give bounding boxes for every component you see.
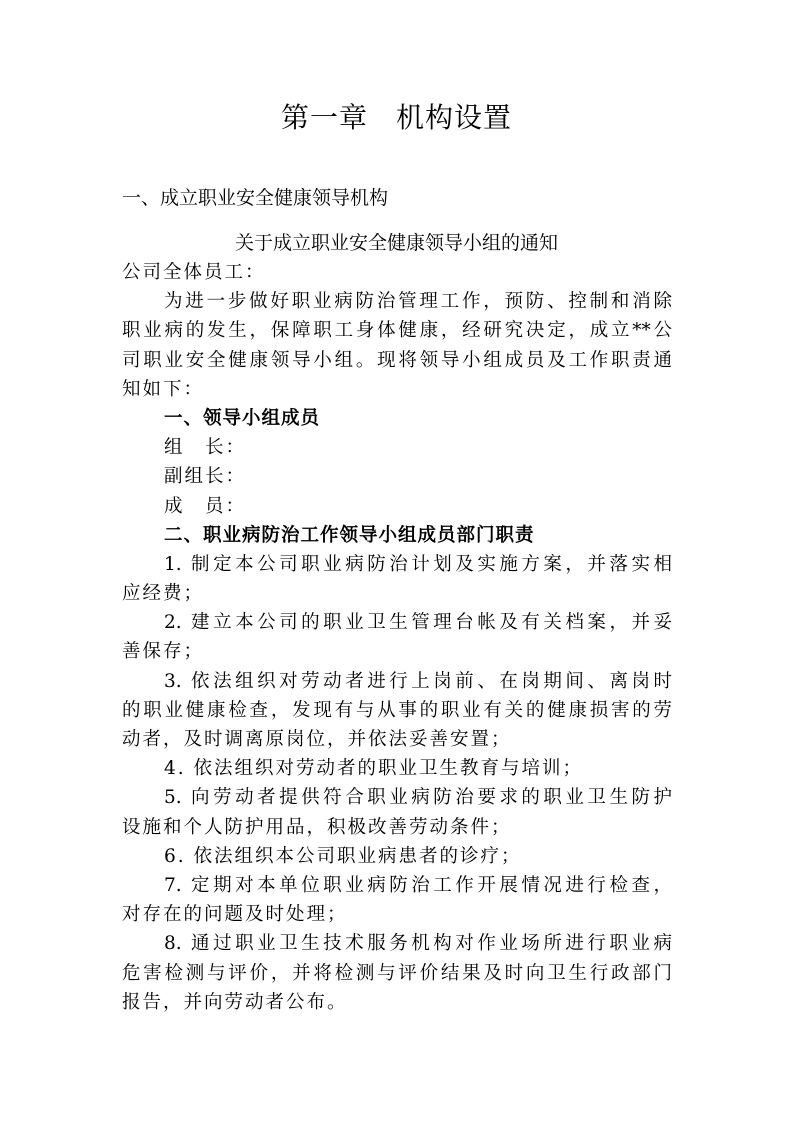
duty-item-line: 应经费； <box>122 583 205 605</box>
intro-line: 为进一步做好职业病防治管理工作，预防、控制和消除 <box>164 291 672 313</box>
duties-heading: 二、职业病防治工作领导小组成员部门职责 <box>164 524 535 546</box>
members-heading: 一、领导小组成员 <box>164 407 321 429</box>
duty-item-line: 7. 定期对本单位职业病防治工作开展情况进行检查， <box>164 874 672 896</box>
duty-item-line: 2. 建立本公司的职业卫生管理台帐及有关档案，并妥 <box>164 612 672 634</box>
intro-line: 知如下： <box>122 378 205 400</box>
duty-item-line: 动者，及时调离原岗位，并依法妥善安置； <box>122 729 512 750</box>
chapter-title <box>0 96 793 136</box>
duty-item-line: 危害检测与评价，并将检测与评价结果及时向卫生行政部门 <box>122 962 672 984</box>
duty-item-line: 4. 依法组织对劳动者的职业卫生教育与培训； <box>164 758 584 780</box>
notice-title: 关于成立职业安全健康领导小组的通知 <box>234 232 558 254</box>
chapter-name: 机构设置 <box>396 101 513 134</box>
deputy-leader-field: 副组长： <box>164 466 247 488</box>
section-heading: 一、成立职业安全健康领导机构 <box>122 187 389 209</box>
duty-item-line: 设施和个人防护用品，积极改善劳动条件； <box>122 816 512 838</box>
duty-item-line: 3. 依法组织对劳动者进行上岗前、在岗期间、离岗时 <box>164 670 672 692</box>
duty-item-line: 报告，并向劳动者公布。 <box>122 991 348 1013</box>
duty-item-line: 善保存； <box>122 641 205 663</box>
leader-field: 组 长： <box>164 437 247 459</box>
intro-line: 职业病的发生，保障职工身体健康，经研究决定，成立**公 <box>122 320 672 342</box>
duty-item-line: 5. 向劳动者提供符合职业病防治要求的职业卫生防护 <box>164 787 672 809</box>
duty-item-line: 6. 依法组织本公司职业病患者的诊疗； <box>164 845 522 867</box>
duty-item-line: 1. 制定本公司职业病防治计划及实施方案，并落实相 <box>164 553 672 575</box>
salutation: 公司全体员工： <box>122 262 266 283</box>
duty-item-line: 的职业健康检查，发现有与从事的职业有关的健康损害的劳 <box>122 699 672 721</box>
member-field: 成 员： <box>164 495 247 517</box>
notice-body <box>122 258 672 1017</box>
chapter-number: 第一章 <box>280 101 368 134</box>
duties-list <box>122 550 672 1017</box>
intro-line: 司职业安全健康领导小组。现将领导小组成员及工作职责通 <box>122 349 672 371</box>
duty-item-line: 8. 通过职业卫生技术服务机构对作业场所进行职业病 <box>164 933 672 955</box>
duty-item-line: 对存在的问题及时处理； <box>122 904 348 926</box>
